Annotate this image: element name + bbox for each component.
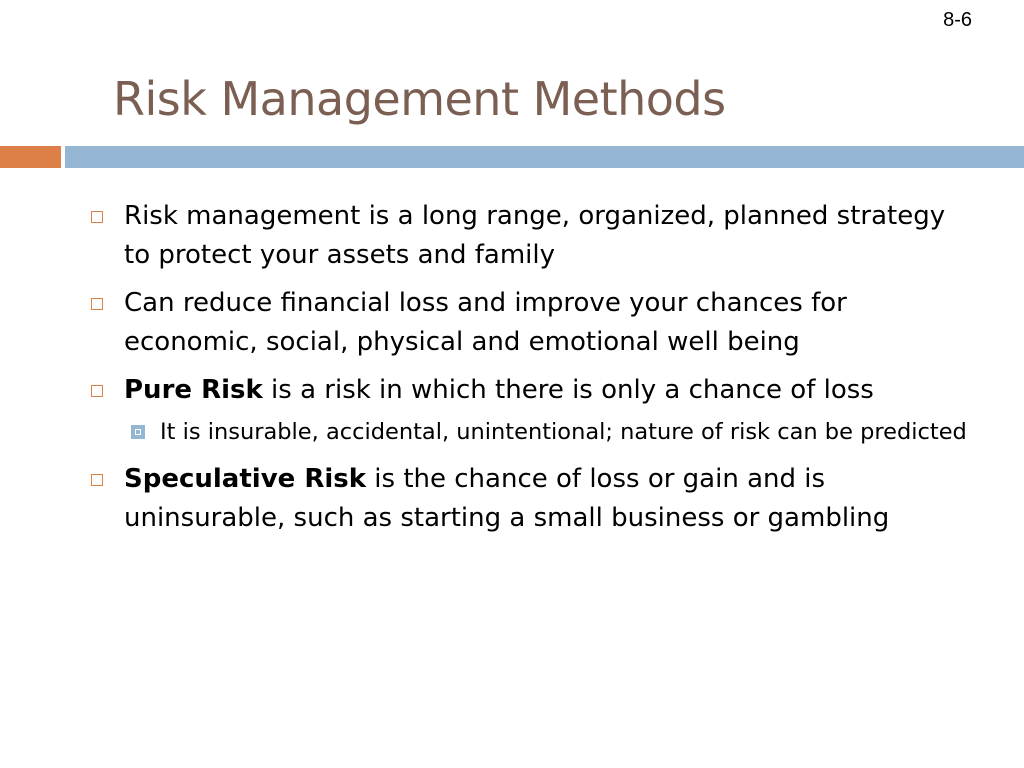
slide-number: 8-6 xyxy=(943,9,972,31)
bullet-item xyxy=(0,284,1024,362)
bullet-text: Risk management is a long range, organized, planned strategy to protect your assets and family xyxy=(124,201,946,270)
bullet-list xyxy=(0,197,1024,547)
bullet-term: Speculative Risk xyxy=(124,464,367,494)
slide-title: Risk Management Methods xyxy=(113,72,726,126)
sub-bullet-text: It is insurable, accidental, unintentional; nature of risk can be predicted xyxy=(160,419,967,445)
hollow-square-bullet-icon xyxy=(91,385,103,397)
bullet-term: Pure Risk xyxy=(124,375,263,405)
bullet-item xyxy=(0,371,1024,410)
accent-bar-orange xyxy=(0,146,61,168)
hollow-square-bullet-icon xyxy=(91,474,103,486)
hollow-square-bullet-icon xyxy=(91,211,103,223)
sub-bullet-item xyxy=(0,415,1024,449)
bullet-item xyxy=(0,197,1024,275)
bullet-text: Can reduce financial loss and improve your chances for economic, social, physical and emotional well being xyxy=(124,288,847,357)
bullet-text: is a risk in which there is only a chance of loss xyxy=(262,375,874,405)
bullet-item xyxy=(0,460,1024,538)
hollow-square-bullet-icon xyxy=(91,298,103,310)
accent-bar-blue xyxy=(65,146,1024,168)
filled-square-bullet-icon xyxy=(131,425,145,439)
bullet-text: is the chance of loss or gain and is uninsurable, such as starting a small business or gambling xyxy=(124,464,890,533)
